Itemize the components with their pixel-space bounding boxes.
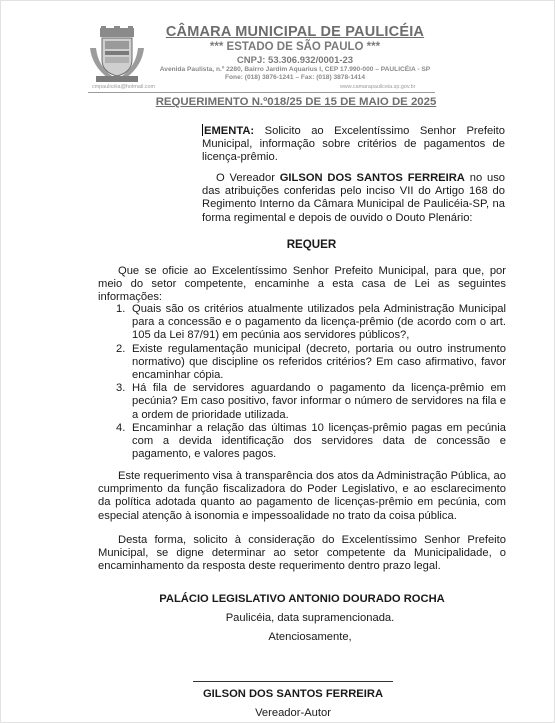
place-date: Paulicéia, data supramencionada. (225, 612, 395, 624)
list-item: 4. Encaminhar a relação das últimas 10 licenças-prêmio pagas em pecúnia com a devida identificação dos servidores data de concessão e pagamento, e valores pagos. (116, 421, 506, 461)
municipal-coat-of-arms-icon (88, 26, 146, 84)
ementa-text: Solicito ao Excelentíssimo Senhor Prefeito Municipal, informação sobre critérios de pagamentos de licença-prêmio. (202, 125, 505, 164)
address-line: Avenida Paulista, n.º 2280, Bairro Jardim Aquarius I, CEP 17.990-000 – PAULICÉIA - SP (159, 66, 431, 73)
header-rule (88, 92, 435, 93)
website-text: www.camarapauliceia.sp.gov.br (340, 84, 416, 90)
author-name: GILSON DOS SANTOS FERREIRA (279, 172, 465, 184)
transparency-paragraph: Este requerimento visa à transparência dos atos da Administração Pública, ao cumprimento da função fiscalizadora do Poder Legislativo, e ao esclarecimento da política adotada quanto ao pagamento de licenças-prêmio em pecúnia, com especial atenção à isonomia e impessoalidade no trato da coisa pública. (98, 470, 506, 522)
palace-name: PALÁCIO LEGISLATIVO ANTONIO DOURADO ROCHA (159, 593, 445, 605)
intro-paragraph (202, 172, 505, 225)
state-line: *** ESTADO DE SÃO PAULO *** (209, 41, 381, 53)
signer-role: Vereador-Autor (255, 707, 331, 719)
list-item: 1. Quais são os critérios atualmente utilizados pela Administração Municipal para a concessão e o pagamento da licença-prêmio (de acordo com o art. 105 da Lei 87/91) em pecúnia aos servidores públicos?, (116, 303, 506, 342)
requerimento-title: REQUERIMENTO N.º018/25 DE 15 DE MAIO DE 2025 (155, 96, 437, 108)
information-list (116, 303, 506, 461)
regards: Atenciosamente, (268, 631, 352, 643)
intro-text: no uso das atribuições conferidas pelo inciso VII do Artigo 168 do Regimento Interno da Câmara Municipal de Paulicéia-SP, na forma regimental e depois de ouvido o Douto Plenário: (202, 172, 506, 224)
ementa-paragraph (202, 124, 505, 165)
chamber-title: CÂMARA MUNICIPAL DE PAULICÉIA (165, 24, 425, 40)
request-paragraph: Que se oficie ao Excelentíssimo Senhor Prefeito Municipal, para que, por meio do setor competente, encaminhe a esta casa de Lei as seguintes informações: (98, 265, 506, 304)
list-item: 2. Existe regulamentação municipal (decreto, portaria ou outro instrumento normativo) que discipline os referidos critérios? Em caso afirmativo, favor encaminhar cópia. (116, 342, 506, 382)
cnpj-line: CNPJ: 53.306.932/0001-23 (236, 55, 354, 66)
phone-line: Fone: (018) 3876-1241 – Fax: (018) 3878-1414 (224, 74, 365, 81)
closing-paragraph: Desta forma, solicito à consideração do Excelentíssimo Senhor Prefeito Municipal, se digne determinar ao setor competente da Municipalidade, o encaminhamento da resposta deste requerimento dentro prazo legal. (98, 534, 506, 573)
intro-prefix: O Vereador (216, 172, 275, 184)
email-text: cmpaulicéia@hotmail.com (92, 84, 155, 90)
text-cursor (202, 124, 203, 136)
signer-name: GILSON DOS SANTOS FERREIRA (202, 688, 384, 700)
list-item: 3. Há fila de servidores aguardando o pagamento da licença-prêmio em pecúnia? Em caso positivo, favor informar o número de servidores na fila e a ordem de prioridade utilizada. (116, 382, 506, 421)
requer-heading: REQUER (286, 238, 337, 251)
signature-line (193, 681, 393, 682)
ementa-label: EMENTA: (204, 125, 255, 137)
